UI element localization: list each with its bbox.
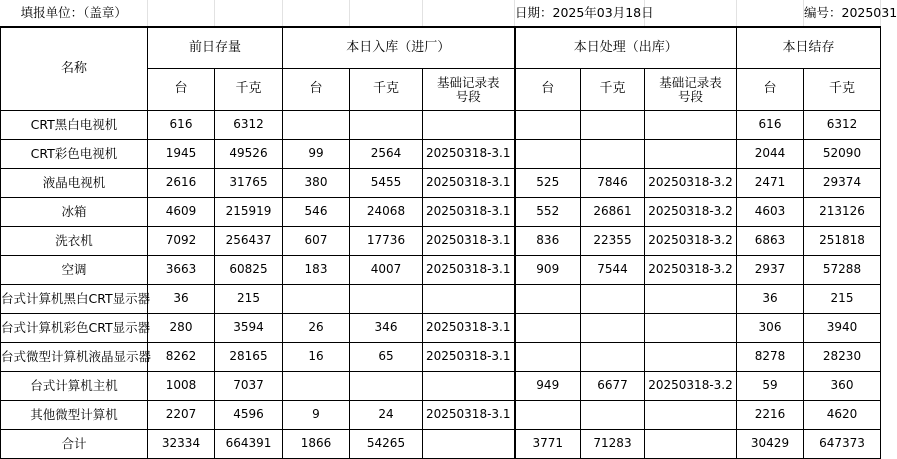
inbound-units-cell: 1866 bbox=[283, 430, 350, 459]
record-range-line1: 基础记录表 bbox=[659, 74, 722, 90]
inbound-units-cell: 607 bbox=[283, 227, 350, 256]
record-range-line1: 基础记录表 bbox=[436, 74, 500, 90]
previous-units-cell: 8262 bbox=[148, 343, 215, 372]
processed-record-range-cell bbox=[645, 285, 737, 314]
previous-kg-cell: 215919 bbox=[215, 198, 283, 227]
processed-record-range-cell: 20250318-3.2 bbox=[645, 227, 737, 256]
inbound-kg-cell: 24 bbox=[350, 401, 423, 430]
item-name-cell: 空调 bbox=[1, 256, 148, 285]
inbound-record-range-cell bbox=[423, 285, 515, 314]
ending-units-cell: 4603 bbox=[737, 198, 804, 227]
processed-record-range-cell: 20250318-3.2 bbox=[645, 372, 737, 401]
ending-units-cell: 8278 bbox=[737, 343, 804, 372]
ending-units-cell: 2044 bbox=[737, 140, 804, 169]
previous-units-cell: 1008 bbox=[148, 372, 215, 401]
table-row bbox=[1, 372, 881, 401]
processed-record-range-cell bbox=[645, 140, 737, 169]
inbound-record-range-cell: 20250318-3.1 bbox=[423, 198, 515, 227]
table-row bbox=[1, 198, 881, 227]
previous-kg-cell: 4596 bbox=[215, 401, 283, 430]
table-row bbox=[1, 343, 881, 372]
ending-kg-cell: 360 bbox=[804, 372, 881, 401]
processed-record-range-cell bbox=[645, 401, 737, 430]
previous-units-cell: 4609 bbox=[148, 198, 215, 227]
item-name-cell: 液晶电视机 bbox=[1, 169, 148, 198]
inbound-kg-cell bbox=[350, 285, 423, 314]
processed-units-cell: 525 bbox=[515, 169, 581, 198]
column-group-ending-stock: 本日结存 bbox=[737, 27, 881, 69]
table-row bbox=[1, 285, 881, 314]
inbound-record-range-cell: 20250318-3.1 bbox=[423, 256, 515, 285]
previous-units-cell: 7092 bbox=[148, 227, 215, 256]
processed-units-cell bbox=[515, 111, 581, 140]
ending-units-cell: 59 bbox=[737, 372, 804, 401]
column-header-name: 名称 bbox=[1, 27, 148, 111]
ending-units-cell: 36 bbox=[737, 285, 804, 314]
inbound-kg-cell: 2564 bbox=[350, 140, 423, 169]
blank-cell bbox=[350, 0, 423, 27]
processed-kg-cell: 6677 bbox=[581, 372, 645, 401]
inbound-record-range-cell bbox=[423, 111, 515, 140]
inbound-kg-cell: 4007 bbox=[350, 256, 423, 285]
inbound-record-range-cell: 20250318-3.1 bbox=[423, 314, 515, 343]
inbound-units-cell: 16 bbox=[283, 343, 350, 372]
processed-kg-cell: 7544 bbox=[581, 256, 645, 285]
ending-units-cell: 2471 bbox=[737, 169, 804, 198]
inbound-units-cell: 9 bbox=[283, 401, 350, 430]
ending-kg-cell: 3940 bbox=[804, 314, 881, 343]
item-name-cell: 台式计算机彩色CRT显示器 bbox=[1, 314, 148, 343]
table-row bbox=[1, 227, 881, 256]
item-name-cell: 冰箱 bbox=[1, 198, 148, 227]
processed-kg-cell bbox=[581, 140, 645, 169]
processed-units-cell: 552 bbox=[515, 198, 581, 227]
table-row bbox=[1, 111, 881, 140]
inbound-kg-cell: 65 bbox=[350, 343, 423, 372]
previous-units-cell: 2207 bbox=[148, 401, 215, 430]
ending-kg-cell: 4620 bbox=[804, 401, 881, 430]
header-row-groups bbox=[1, 27, 881, 69]
inbound-units-cell: 546 bbox=[283, 198, 350, 227]
inbound-units-cell: 183 bbox=[283, 256, 350, 285]
processed-units-cell bbox=[515, 314, 581, 343]
inbound-kg-cell: 24068 bbox=[350, 198, 423, 227]
inbound-kg-cell: 54265 bbox=[350, 430, 423, 459]
table-row bbox=[1, 401, 881, 430]
table-row bbox=[1, 314, 881, 343]
inbound-units-cell: 380 bbox=[283, 169, 350, 198]
processed-kg-cell: 26861 bbox=[581, 198, 645, 227]
processed-units-cell: 3771 bbox=[515, 430, 581, 459]
column-header-record-range bbox=[423, 69, 515, 111]
column-header-kg: 千克 bbox=[804, 69, 881, 111]
previous-kg-cell: 215 bbox=[215, 285, 283, 314]
ending-kg-cell: 251818 bbox=[804, 227, 881, 256]
ending-kg-cell: 647373 bbox=[804, 430, 881, 459]
inbound-units-cell bbox=[283, 111, 350, 140]
inbound-units-cell bbox=[283, 285, 350, 314]
item-name-cell: 洗衣机 bbox=[1, 227, 148, 256]
processed-record-range-cell: 20250318-3.2 bbox=[645, 169, 737, 198]
ending-kg-cell: 215 bbox=[804, 285, 881, 314]
inbound-record-range-cell bbox=[423, 372, 515, 401]
previous-units-cell: 3663 bbox=[148, 256, 215, 285]
processed-kg-cell: 71283 bbox=[581, 430, 645, 459]
processed-units-cell: 949 bbox=[515, 372, 581, 401]
processed-units-cell bbox=[515, 343, 581, 372]
blank-cell bbox=[148, 0, 215, 27]
report-info-row bbox=[1, 0, 881, 27]
inbound-kg-cell: 17736 bbox=[350, 227, 423, 256]
item-name-cell: 台式计算机主机 bbox=[1, 372, 148, 401]
ending-units-cell: 6863 bbox=[737, 227, 804, 256]
column-header-units: 台 bbox=[737, 69, 804, 111]
table-row bbox=[1, 169, 881, 198]
column-group-processed: 本日处理（出库） bbox=[515, 27, 737, 69]
inbound-record-range-cell bbox=[423, 430, 515, 459]
processed-kg-cell bbox=[581, 401, 645, 430]
column-header-units: 台 bbox=[515, 69, 581, 111]
ending-kg-cell: 52090 bbox=[804, 140, 881, 169]
previous-kg-cell: 28165 bbox=[215, 343, 283, 372]
processed-record-range-cell bbox=[645, 343, 737, 372]
blank-cell bbox=[283, 0, 350, 27]
column-header-kg: 千克 bbox=[215, 69, 283, 111]
inbound-units-cell: 99 bbox=[283, 140, 350, 169]
inbound-kg-cell bbox=[350, 111, 423, 140]
ending-units-cell: 2216 bbox=[737, 401, 804, 430]
inbound-kg-cell: 5455 bbox=[350, 169, 423, 198]
previous-kg-cell: 31765 bbox=[215, 169, 283, 198]
column-header-units: 台 bbox=[283, 69, 350, 111]
previous-units-cell: 32334 bbox=[148, 430, 215, 459]
blank-cell bbox=[215, 0, 283, 27]
previous-kg-cell: 60825 bbox=[215, 256, 283, 285]
previous-units-cell: 616 bbox=[148, 111, 215, 140]
ending-units-cell: 306 bbox=[737, 314, 804, 343]
column-group-previous-stock: 前日存量 bbox=[148, 27, 283, 69]
processed-units-cell: 836 bbox=[515, 227, 581, 256]
blank-cell bbox=[645, 0, 737, 27]
blank-cell bbox=[737, 0, 804, 27]
processed-kg-cell bbox=[581, 285, 645, 314]
processed-kg-cell: 7846 bbox=[581, 169, 645, 198]
processed-record-range-cell: 20250318-3.2 bbox=[645, 256, 737, 285]
previous-kg-cell: 6312 bbox=[215, 111, 283, 140]
table-row bbox=[1, 256, 881, 285]
record-range-line2: 号段 bbox=[455, 88, 481, 104]
ending-kg-cell: 57288 bbox=[804, 256, 881, 285]
previous-kg-cell: 7037 bbox=[215, 372, 283, 401]
total-row bbox=[1, 430, 881, 459]
ending-kg-cell: 6312 bbox=[804, 111, 881, 140]
inbound-record-range-cell: 20250318-3.1 bbox=[423, 169, 515, 198]
column-group-inbound: 本日入库（进厂） bbox=[283, 27, 515, 69]
processed-kg-cell: 22355 bbox=[581, 227, 645, 256]
column-header-record-range bbox=[645, 69, 737, 111]
inbound-record-range-cell: 20250318-3.1 bbox=[423, 343, 515, 372]
reporting-unit-label: 填报单位：（盖章） bbox=[1, 0, 148, 27]
processed-units-cell: 909 bbox=[515, 256, 581, 285]
ending-kg-cell: 28230 bbox=[804, 343, 881, 372]
previous-kg-cell: 49526 bbox=[215, 140, 283, 169]
ending-kg-cell: 29374 bbox=[804, 169, 881, 198]
report-number: 编号：2025031 bbox=[804, 0, 881, 27]
previous-units-cell: 2616 bbox=[148, 169, 215, 198]
processed-record-range-cell bbox=[645, 314, 737, 343]
table-row bbox=[1, 140, 881, 169]
previous-units-cell: 36 bbox=[148, 285, 215, 314]
processed-kg-cell bbox=[581, 111, 645, 140]
inbound-record-range-cell: 20250318-3.1 bbox=[423, 140, 515, 169]
item-name-cell: CRT黑白电视机 bbox=[1, 111, 148, 140]
item-name-cell: 台式计算机黑白CRT显示器 bbox=[1, 285, 148, 314]
processed-record-range-cell bbox=[645, 111, 737, 140]
column-header-units: 台 bbox=[148, 69, 215, 111]
inbound-record-range-cell: 20250318-3.1 bbox=[423, 401, 515, 430]
processed-kg-cell bbox=[581, 343, 645, 372]
inbound-kg-cell: 346 bbox=[350, 314, 423, 343]
inbound-units-cell: 26 bbox=[283, 314, 350, 343]
inbound-kg-cell bbox=[350, 372, 423, 401]
item-name-cell: 其他微型计算机 bbox=[1, 401, 148, 430]
item-name-cell: CRT彩色电视机 bbox=[1, 140, 148, 169]
previous-kg-cell: 3594 bbox=[215, 314, 283, 343]
previous-units-cell: 280 bbox=[148, 314, 215, 343]
processed-units-cell bbox=[515, 401, 581, 430]
item-name-cell: 合计 bbox=[1, 430, 148, 459]
column-header-kg: 千克 bbox=[350, 69, 423, 111]
processed-kg-cell bbox=[581, 314, 645, 343]
report-date: 日期：2025年03月18日 bbox=[515, 0, 645, 27]
previous-units-cell: 1945 bbox=[148, 140, 215, 169]
inbound-units-cell bbox=[283, 372, 350, 401]
ending-kg-cell: 213126 bbox=[804, 198, 881, 227]
column-header-kg: 千克 bbox=[581, 69, 645, 111]
inbound-record-range-cell: 20250318-3.1 bbox=[423, 227, 515, 256]
ending-units-cell: 30429 bbox=[737, 430, 804, 459]
processed-units-cell bbox=[515, 285, 581, 314]
previous-kg-cell: 256437 bbox=[215, 227, 283, 256]
record-range-line2: 号段 bbox=[677, 88, 703, 104]
processed-units-cell bbox=[515, 140, 581, 169]
processed-record-range-cell: 20250318-3.2 bbox=[645, 198, 737, 227]
ending-units-cell: 2937 bbox=[737, 256, 804, 285]
previous-kg-cell: 664391 bbox=[215, 430, 283, 459]
ending-units-cell: 616 bbox=[737, 111, 804, 140]
item-name-cell: 台式微型计算机液晶显示器 bbox=[1, 343, 148, 372]
blank-cell bbox=[423, 0, 515, 27]
processed-record-range-cell bbox=[645, 430, 737, 459]
